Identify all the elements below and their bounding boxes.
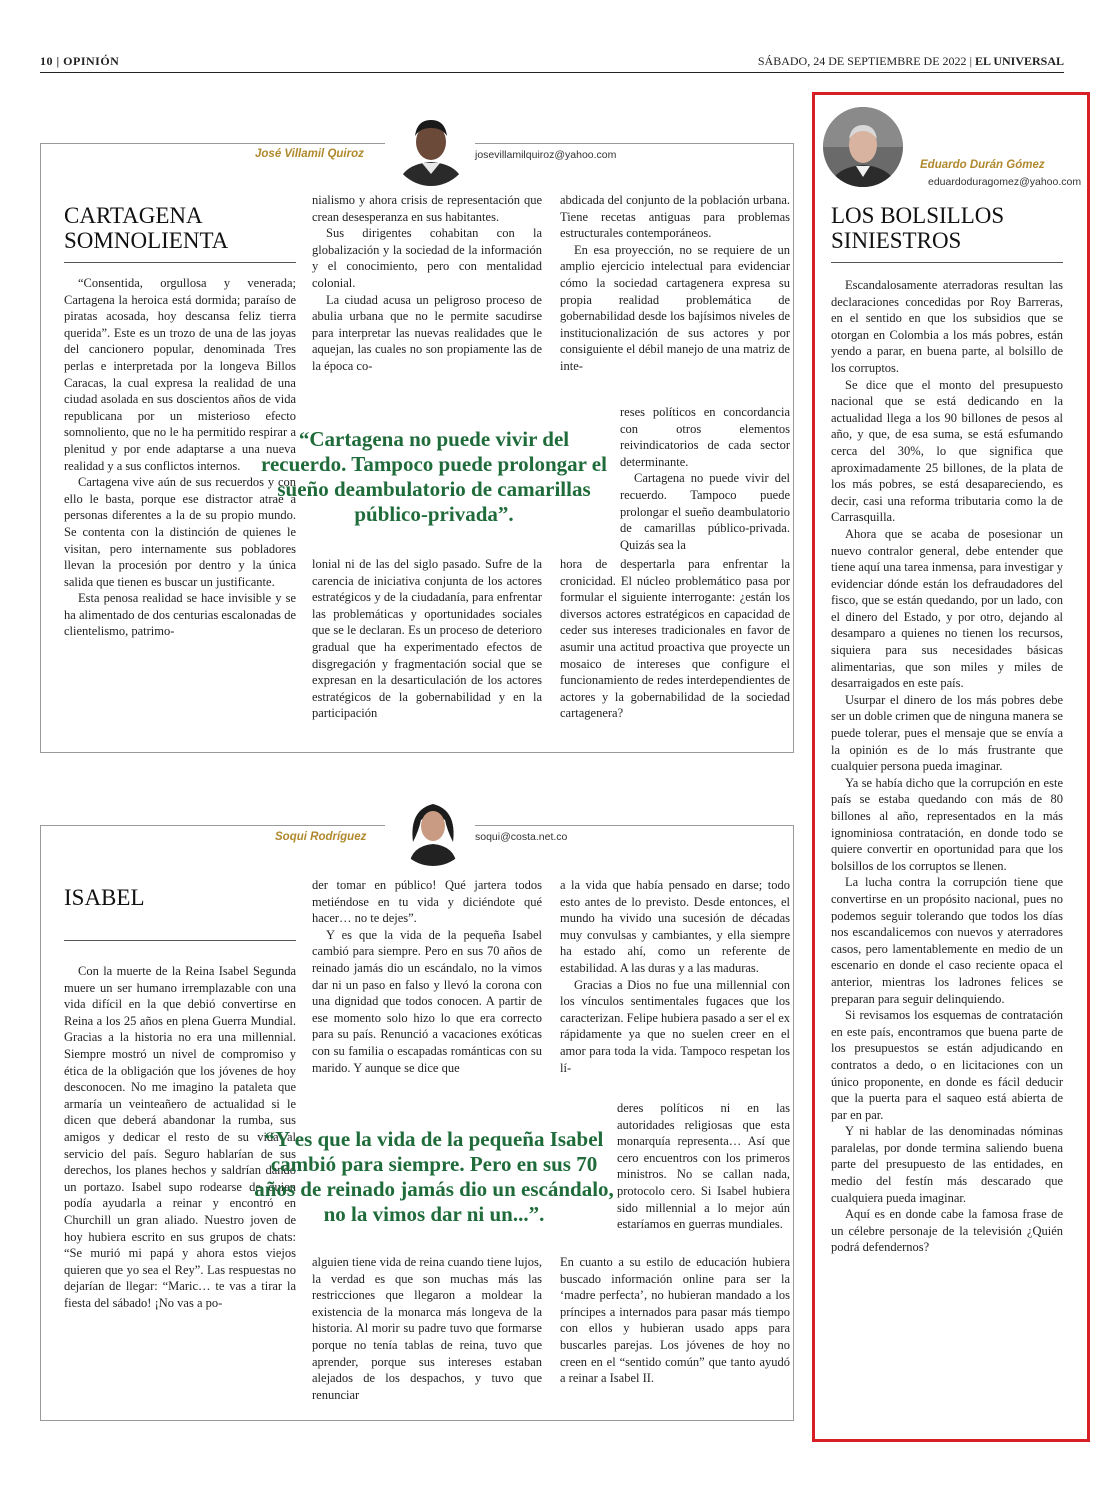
title-rule [831, 262, 1063, 263]
title-rule [64, 940, 296, 941]
paragraph: En esa proyección, no se requiere de un amplio ejercicio intelectual para evidenciar cómo la sociedad cartagenera expresa su propia realidad problemática de gobernabilidad desde los bajísimos niveles de institucionalización de sus actores y por consiguiente el débil manejo de una matriz de inte- [560, 242, 790, 373]
page-section: 10 | OPINIÓN [40, 54, 120, 68]
paragraph: Se dice que el monto del presupuesto nacional que se está dedicando en la actualidad llega a los 90 billones de pesos al año, y que, de esa suma, se está esfumando cerca del 30%, lo que significa que aproximadamente 25 billones, de la plata de los más pobres, se está desapareciendo, es decir, casi una reforma tributaria como la de Carrasquilla. [831, 377, 1063, 525]
issue-date: SÁBADO, 24 DE SEPTIEMBRE DE 2022 [757, 54, 967, 68]
paragraph: “Consentida, orgullosa y venerada; Cartagena la heroica está dormida; paraíso de piratas acosada, hoy descansa feliz tierra querida”. Este es un trozo de una de las joyas del cancionero popular, denominada Tres perlas e interpretada por la longeva Billos Caracas, la cual expresa la realidad de una ciudad asolada en sus doscientos años de vida republicana por un misterioso efecto somnoliento, que no le ha permitido respirar a plenitud y por ende adaptarse a una nueva realidad y a sus conflictos internos. [64, 276, 296, 473]
paragraph: Escandalosamente aterradoras resultan las declaraciones concedidas por Roy Barreras, en el sentido en que los subsidios que se otorgan en Colombia a los más pobres, están yendo a parar, en buena parte, al bolsillo de los corruptos. [831, 278, 1063, 375]
paragraph: Gracias a Dios no fue una millennial con los vínculos sentimentales fugaces que los caracterizan. Felipe hubiera pasado a ser el ex rápidamente ya que no suelen creer en el amor para toda la vida. Tampoco respetan los lí- [560, 977, 790, 1075]
author-email: soqui@costa.net.co [475, 831, 568, 843]
author-email: josevillamilquiroz@yahoo.com [475, 149, 617, 161]
article-column-2-bottom [312, 556, 542, 746]
author-name: Soqui Rodríguez [275, 831, 367, 843]
author-name: José Villamil Quiroz [255, 148, 364, 160]
paragraph: Esta penosa realidad se hace invisible y se ha alimentado de dos centurias escalonadas de clientelismo, patrimo- [64, 591, 296, 639]
paragraph: alguien tiene vida de reina cuando tiene lujos, la verdad es que son muchas más las restricciones que llegaron a moldear la existencia de la monarca más longeva de la historia. Al morir su padre tuvo que formarse porque no tenía tablas de reina, tuvo que aprender, porque sus intereses estaban alejados de los despachos, y tuvo que renunciar [312, 1255, 542, 1402]
paragraph: Y es que la vida de la pequeña Isabel cambió para siempre. Pero en sus 70 años de reinado jamás dio un escándalo, no la vimos dar ni un paso en falso y llevó la corona con una dignidad que todos conocen. A partir de ese momento solo hizo lo que era correcto para su país. Renunció a vacaciones exóticas con su familia o escapadas románticas con su marido. Y aunque se dice que [312, 927, 542, 1075]
article-column-2-top [312, 192, 542, 414]
paragraph: abdicada del conjunto de la población urbana. Tiene recetas antiguas para problemas estructurales contemporáneos. [560, 193, 790, 241]
title-line-1: CARTAGENA [64, 203, 203, 228]
page-header [40, 50, 1064, 73]
title-line-2: SOMNOLIENTA [64, 228, 229, 253]
paragraph: La ciudad acusa un peligroso proceso de abulia urbana que no le permite sacudirse para interpretar las nuevas realidades que le aquejan, las cuales no son propiamente las de la época co- [312, 292, 542, 373]
title-line-2: SINIESTROS [831, 228, 962, 253]
paragraph: hora de despertarla para enfrentar la cronicidad. El núcleo problemático pasa por formular el siguiente interrogante: ¿están los diversos actores estratégicos en capacidad de ceder sus intereses tradicionales en favor de asumir una actitud proactiva que proyecte un mosaico de intereses que configure el funcionamiento de redes interdependientes de actores y la gobernabilidad de la sociedad cartagenera? [560, 557, 790, 721]
paragraph: Ya se había dicho que la corrupción en este país se estaba quedando con más de 80 billones al año, representados en la más ignominiosa contratación, en donde todo se quiere convertir en oportunidad para que los bolsillos de los corruptos se llenen. [831, 775, 1063, 873]
paragraph: Sus dirigentes cohabitan con la globalización y la sociedad de la información y el conocimiento, pero con mentalidad colonial. [312, 226, 542, 290]
article-column-3-bottom [560, 1254, 790, 1412]
paragraph: Aquí es en donde cabe la famosa frase de un célebre personaje de la televisión ¿Quién podrá defendernos? [831, 1207, 1063, 1255]
pull-quote: “Y es que la vida de la pequeña Isabel cambió para siempre. Pero en sus 70 años de reinado jamás dio un escándalo, no la vimos dar ni un...”. [254, 1127, 614, 1226]
author-photo [392, 108, 470, 186]
author-name: Eduardo Durán Gómez [920, 159, 1045, 171]
author-photo [823, 107, 903, 187]
newspaper-name: EL UNIVERSAL [974, 54, 1064, 68]
paragraph: deres políticos ni en las autoridades religiosas que esta monarquía representa… Así que cero encuentros con los primeros ministros. No se callan nada, protocolo cero. Si Isabel hubiera sido millennial a lo mejor aún estaríamos en guerras mundiales. [617, 1101, 790, 1232]
article-body [831, 277, 1063, 1429]
page-dateline: SÁBADO, 24 DE SEPTIEMBRE DE 2022 | EL UNIVERSAL [757, 54, 1064, 68]
article-column-3-top [560, 192, 790, 402]
section-name: OPINIÓN [63, 54, 120, 68]
paragraph: reses políticos en concordancia con otros elementos reivindicatorios de cada sector determinante. [620, 405, 790, 469]
article-column-3-bottom [560, 556, 790, 746]
paragraph: nialismo y ahora crisis de representación que crean desesperanza en sus habitantes. [312, 193, 542, 224]
title-rule [64, 262, 296, 263]
paragraph: Ahora que se acaba de posesionar un nuevo contralor general, debe entender que tiene aquí una tarea inmensa, para investigar y evidenciar dónde están los defraudadores del fisco, que se están quedando, por un lado, con el dinero del Estado, y por otro, dejando al desamparo a quienes no tienen los recursos, siquiera para sus necesidades básicas alimentarias, que son miles y miles de desarraigados en este país. [831, 526, 1063, 691]
paragraph: La lucha contra la corrupción tiene que convertirse en un propósito nacional, pues no podemos seguir tolerando que todos los días nos escandalicemos con nuevos y aterradores casos, pero lamentablemente en medio de un escenario en donde el caso reciente opaca el anterior, mientras los ladrones felices se preparan para seguir delinquiendo. [831, 875, 1063, 1006]
article-title: ISABEL [64, 885, 145, 910]
paragraph: Si revisamos los esquemas de contratación en este país, encontramos que buena parte de los presupuestos se están adjudicando en contratos a dedo, o en licitaciones con un único proponente, en donde es fácil deducir que la puerta para el saqueo está abierta de par en par. [831, 1008, 1063, 1122]
page-number: 10 [40, 54, 53, 68]
paragraph: En cuanto a su estilo de educación hubiera buscado información online para ser la ‘madre perfecta’, no hubieran mandado a los príncipes a internados para pasar más tiempo con ellos y hubieran usado apps para buscarles parejas. Los jóvenes de hoy no creen en el “sentido común” que tanto ayudó a reinar a Isabel II. [560, 1255, 790, 1386]
article-column-3-top [560, 877, 790, 1099]
article-column-2-top [312, 877, 542, 1105]
paragraph: Y ni hablar de las denominadas nóminas paralelas, por donde termina saliendo buena parte del presupuesto de las entidades, en medio del festín más descarado que cualquiera pueda imaginar. [831, 1124, 1063, 1205]
article-column-2-bottom [312, 1254, 542, 1412]
paragraph: Con la muerte de la Reina Isabel Segunda muere un ser humano irremplazable con una vida difícil en la que debió convertirse en Reina a los 25 años en plena Guerra Mundial. Gracias a la historia no era una millennial. Siempre mostró un nivel de compromiso y ética de la obligación que los jóvenes de hoy desconocen. No me imagino la pataleta que armaría un veinteañero de actualidad si le dicen que deberá abandonar la rumba, sus amigos y dedicar el resto de su vida al servicio del país. Seguro hablarían de sus derechos, los planes hechos y saldrían dando un portazo. Isabel supo rodearse de quien podía ayudarla a reinar y encontró en Churchill un gran aliado. Nuestro joven de hoy hubiera escrito en sus grupos de chats: “Se murió mi papá y ahora estos viejos quieren que yo sea el Rey”. Las respuestas no dejarían de llegar: “Maric… te vas a tirar la fiesta del sábado! ¡No vas a po- [64, 964, 296, 1310]
article-column-3-middle [617, 1100, 790, 1254]
paragraph: der tomar en público! Qué jartera todos metiéndose en tu vida y diciéndote qué hacer… no te dejes”. [312, 878, 542, 926]
article-column-3-middle [620, 404, 790, 556]
title-line-1: LOS BOLSILLOS [831, 203, 1005, 228]
article-title [831, 203, 1004, 253]
paragraph: Usurpar el dinero de los más pobres debe ser un doble crimen que de ninguna manera se puede tolerar, pues el mensaje que se envía a la opinión es de lo más frustrante que cualquier persona pueda imaginar. [831, 692, 1063, 774]
article-title [64, 203, 228, 253]
pull-quote: “Cartagena no puede vivir del recuerdo. Tampoco puede prolongar el sueño deambulatorio de camarillas público-privada”. [261, 427, 607, 526]
paragraph: Cartagena no puede vivir del recuerdo. Tampoco puede prolongar el sueño deambulatorio de camarillas público-privada. Quizás sea la [620, 471, 790, 552]
paragraph: a la vida que había pensado en darse; todo esto antes de lo previsto. Desde entonces, el mundo ha vivido una sucesión de décadas muy convulsas y cambiantes, y ella siempre ha estado ahí, como un referente de estabilidad. A las duras y a las maduras. [560, 878, 790, 975]
paragraph: Cartagena vive aún de sus recuerdos y con ello le basta, porque ese distractor atrae a personas diferentes a la de su propio mundo. Se contenta con la distinción de quienes le visitan, pero internamente sus pobladores llevan la procesión por dentro y la única salida que tienen es buscar un justificante. [64, 475, 296, 589]
author-email: eduardoduragomez@yahoo.com [928, 176, 1082, 188]
author-photo [395, 790, 471, 866]
paragraph: lonial ni de las del siglo pasado. Sufre de la carencia de iniciativa conjunta de los actores estratégicos y de la ciudadanía, para enfrentar las problemáticas y oportunidades sociales que se le declaran. Es un proceso de deterioro gradual que ha experimentado efectos de disgregación y fragmentación social que se expresan en la desarticulación de los actores estratégicos de la gobernabilidad y en la participación [312, 557, 542, 721]
